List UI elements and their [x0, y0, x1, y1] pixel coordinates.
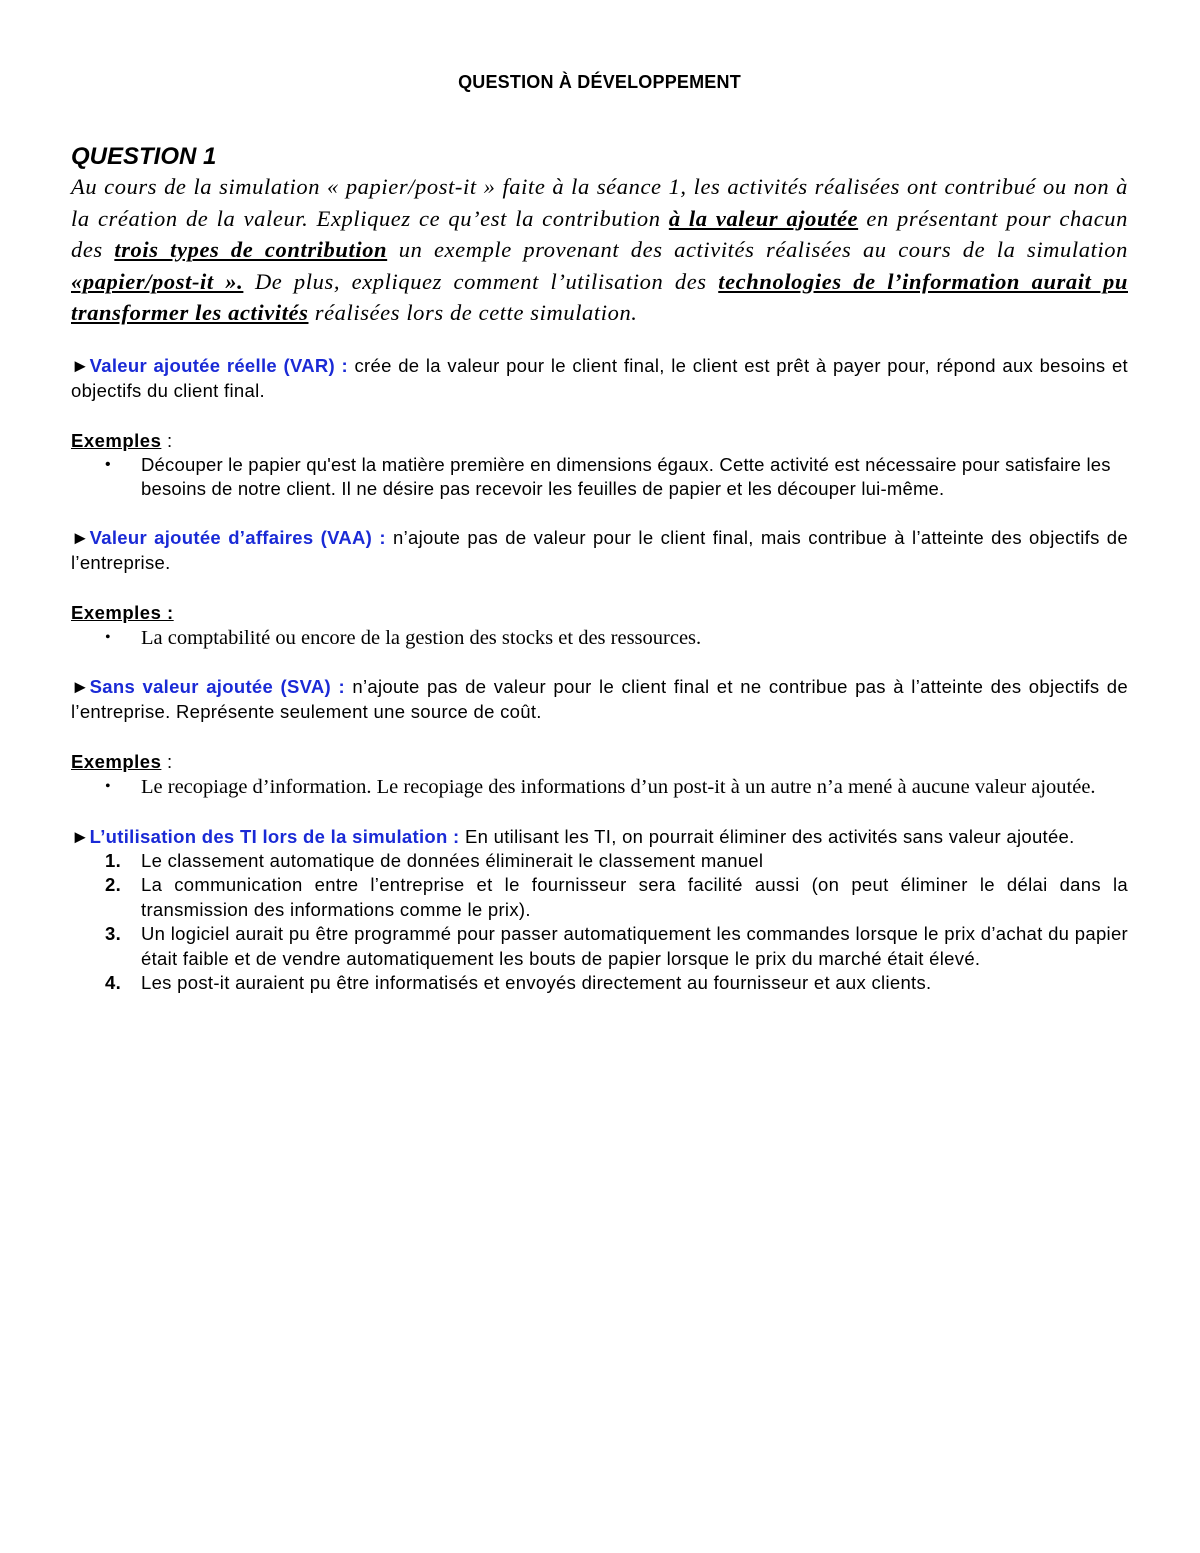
list-item-text: La communication entre l’entreprise et le fournisseur sera facilité aussi (on peut éliminer le délai dans la transmission des informations comme le prix).	[141, 874, 1128, 920]
list-item	[71, 774, 1128, 800]
bullet-icon: •	[105, 777, 111, 795]
list-item	[71, 625, 1128, 651]
list-item	[71, 971, 1128, 996]
list-number: 4.	[105, 972, 122, 993]
examples-heading-vaa	[71, 600, 1128, 625]
list-number: 1.	[105, 849, 122, 871]
question-text-part: Au cours de la simulation « papier/post-it » faite à la séance 1, les activités réalisées ont contribué ou non à la création de la valeur. Expliquez ce qu’est la contribution	[71, 174, 1128, 231]
list-item-text: Le classement automatique de données éliminerait le classement manuel	[141, 849, 764, 871]
question-emphasis: à la valeur ajoutée	[668, 205, 859, 231]
section-vaa-text: n’ajoute pas de valeur pour le client final, mais contribue à l’atteinte des objectifs de l’entreprise.	[71, 526, 1128, 573]
question-emphasis: «papier/post-it ».	[71, 268, 244, 294]
examples-colon: :	[161, 750, 173, 772]
question-text-part: un exemple provenant des activités réalisées au cours de la simulation	[387, 237, 1128, 262]
list-item	[71, 849, 1128, 874]
section-var-label: Valeur ajoutée réelle (VAR) :	[89, 354, 348, 376]
list-item	[71, 453, 1128, 501]
section-ti	[71, 824, 1128, 849]
examples-heading-sva	[71, 749, 1128, 774]
question-text-part: De plus, expliquez comment l’utilisation des	[243, 268, 719, 294]
document-page	[71, 60, 1128, 996]
bullet-icon: •	[105, 455, 111, 473]
section-var-text: crée de la valeur pour le client final, le client est prêt à payer pour, répond aux besoins et objectifs du client final.	[71, 354, 1128, 401]
question-text-part: réalisées lors de cette simulation.	[308, 300, 638, 325]
examples-list-vaa	[71, 625, 1128, 651]
examples-colon: :	[161, 429, 173, 451]
section-ti-text: En utilisant les TI, on pourrait éliminer des activités sans valeur ajoutée.	[459, 825, 1075, 847]
list-item	[71, 873, 1128, 922]
section-sva	[71, 674, 1128, 724]
document-title: QUESTION À DÉVELOPPEMENT	[458, 72, 741, 92]
triangle-marker-icon: ►	[71, 675, 90, 697]
examples-list-sva	[71, 774, 1128, 800]
examples-label: Exemples	[71, 750, 162, 772]
list-item	[71, 922, 1128, 971]
list-number: 3.	[105, 923, 122, 944]
examples-list-var	[71, 453, 1128, 501]
list-item-text: Un logiciel aurait pu être programmé pour passer automatiquement les commandes lorsque le prix d’achat du papier était faible et de vendre automatiquement les bouts de papier lorsque le prix du marché était élevé.	[141, 923, 1128, 969]
question-heading: QUESTION 1	[71, 143, 217, 170]
list-item-text: Les post-it auraient pu être informatisés et envoyés directement au fournisseur et aux clients.	[141, 972, 932, 993]
list-number: 2.	[105, 874, 122, 895]
section-vaa-label: Valeur ajoutée d’affaires (VAA) :	[89, 526, 386, 548]
question-emphasis: technologies de l’information aurait pu transformer les activités	[71, 268, 1128, 325]
question-text	[71, 171, 1128, 329]
list-item-text: Découper le papier qu'est la matière première en dimensions égaux. Cette activité est nécessaire pour satisfaire les besoins de notre client. Il ne désire pas recevoir les feuilles de papier et les découper lui-même.	[141, 453, 1111, 499]
section-ti-label: L’utilisation des TI lors de la simulation :	[89, 825, 460, 847]
triangle-marker-icon: ►	[71, 354, 90, 376]
list-item-text: Le recopiage d’information. Le recopiage des informations d’un post-it à un autre n’a mené à aucune valeur ajoutée.	[141, 775, 1096, 798]
examples-label: Exemples	[71, 429, 162, 451]
examples-heading-var	[71, 428, 1128, 453]
ti-numbered-list	[71, 849, 1128, 996]
bullet-icon: •	[105, 628, 111, 646]
question-emphasis: trois types de contribution	[114, 237, 388, 262]
list-item-text: La comptabilité ou encore de la gestion des stocks et des ressources.	[141, 626, 702, 649]
section-sva-text: n’ajoute pas de valeur pour le client final et ne contribue pas à l’atteinte des objectifs de l’entreprise. Représente seulement une source de coût.	[71, 675, 1128, 722]
question-text-part: en présentant pour chacun des	[71, 205, 1128, 262]
section-var	[71, 353, 1128, 403]
examples-label: Exemples :	[71, 601, 174, 623]
triangle-marker-icon: ►	[71, 825, 90, 847]
triangle-marker-icon: ►	[71, 526, 90, 548]
section-sva-label: Sans valeur ajoutée (SVA) :	[89, 675, 345, 697]
section-vaa	[71, 525, 1128, 575]
